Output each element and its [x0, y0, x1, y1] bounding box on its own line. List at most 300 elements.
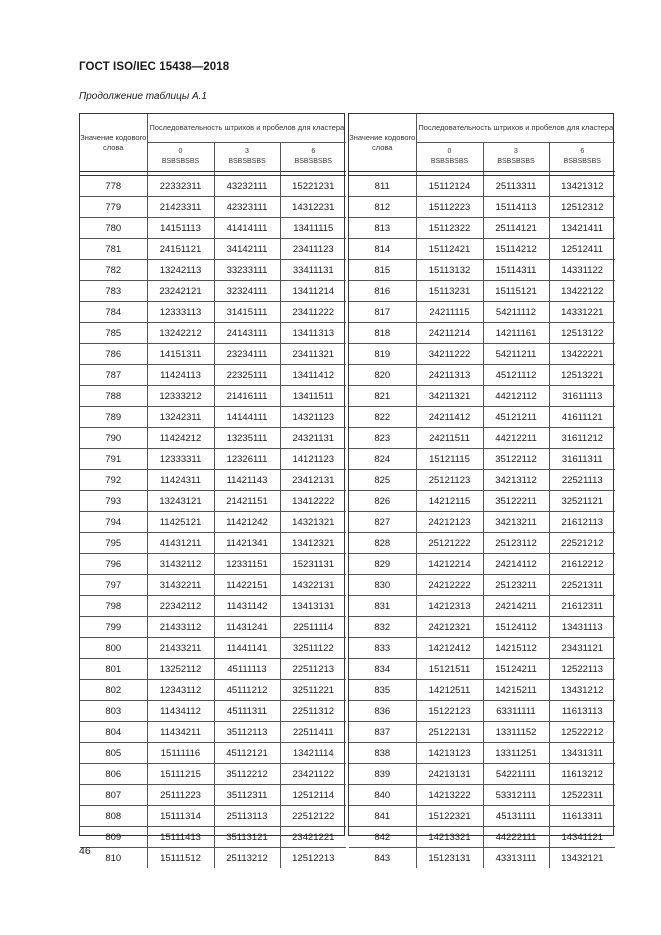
- pattern-cell: 14321123: [280, 407, 346, 428]
- table-row: [80, 470, 346, 491]
- table-row: [349, 344, 615, 365]
- pattern-cell: 13411412: [280, 365, 346, 386]
- pattern-cell: 14213123: [416, 743, 483, 764]
- pattern-cell: 14212313: [416, 596, 483, 617]
- pattern-cell: 23411123: [280, 239, 346, 260]
- pattern-cell: 24211511: [416, 428, 483, 449]
- pattern-cell: 13252112: [147, 659, 214, 680]
- codeword-value-cell: 783: [80, 281, 147, 302]
- cluster-header-6: 6 BSBSBSBS: [294, 148, 332, 165]
- pattern-cell: 13432121: [561, 852, 604, 864]
- pattern-cell: 15124112: [483, 617, 549, 638]
- table-row: [80, 323, 346, 344]
- pattern-cell: 32511122: [280, 638, 346, 659]
- table-row: [349, 218, 615, 239]
- codeword-value-cell: 782: [80, 260, 147, 281]
- pattern-cell: 32521121: [549, 491, 615, 512]
- pattern-cell: 11422151: [214, 575, 280, 596]
- pattern-cell: 15112421: [416, 239, 483, 260]
- table-row: [349, 680, 615, 701]
- page-number: 46: [79, 845, 91, 857]
- pattern-cell: 24143111: [214, 323, 280, 344]
- table-row: [349, 764, 615, 785]
- pattern-cell: 22325111: [214, 365, 280, 386]
- codeword-value-cell: 818: [349, 323, 416, 344]
- codeword-value-cell: 815: [349, 260, 416, 281]
- pattern-cell: 12522212: [549, 722, 615, 743]
- codeword-value-cell: 822: [349, 407, 416, 428]
- cluster-header-3: 3 BSBSBSBS: [214, 143, 280, 172]
- pattern-cell: 22511312: [280, 701, 346, 722]
- table-row: [349, 512, 615, 533]
- pattern-cell: 24211412: [416, 407, 483, 428]
- pattern-cell: 33233111: [214, 260, 280, 281]
- table-row: [80, 428, 346, 449]
- pattern-cell: 25123211: [483, 575, 549, 596]
- pattern-cell: 25121222: [416, 533, 483, 554]
- pattern-cell: 34211222: [416, 344, 483, 365]
- pattern-cell: 43232111: [214, 176, 280, 197]
- codeword-value-cell: 839: [349, 764, 416, 785]
- pattern-cell: 13235111: [214, 428, 280, 449]
- table-body-right: [349, 176, 615, 869]
- pattern-cell: 22342112: [147, 596, 214, 617]
- pattern-cell: 13431212: [549, 680, 615, 701]
- pattern-cell: 15112322: [416, 218, 483, 239]
- codeword-table-right: [349, 114, 615, 868]
- pattern-cell: 14211161: [483, 323, 549, 344]
- pattern-cell: 13412222: [280, 491, 346, 512]
- document-header: ГОСТ ISO/IEC 15438—2018: [79, 61, 230, 73]
- column-header-sequence: Последовательность штрихов и пробелов для кластера: [147, 114, 346, 143]
- pattern-cell: 31415111: [214, 302, 280, 323]
- codeword-value-cell: 779: [80, 197, 147, 218]
- codeword-value-cell: 842: [349, 827, 416, 848]
- pattern-cell: 14212214: [416, 554, 483, 575]
- pattern-cell: 21421151: [214, 491, 280, 512]
- table-row: [80, 512, 346, 533]
- codeword-value-cell: 784: [80, 302, 147, 323]
- pattern-cell: 14215211: [483, 680, 549, 701]
- pattern-cell: 14151311: [147, 344, 214, 365]
- pattern-cell: 41414111: [214, 218, 280, 239]
- pattern-cell: 21433112: [147, 617, 214, 638]
- pattern-cell: 31611311: [549, 449, 615, 470]
- pattern-cell: 25113311: [483, 176, 549, 197]
- pattern-cell: 13243121: [147, 491, 214, 512]
- table-row: [80, 449, 346, 470]
- pattern-cell: 14341121: [549, 827, 615, 848]
- table-row: [80, 680, 346, 701]
- table-row: [80, 218, 346, 239]
- table-row: [349, 806, 615, 827]
- table-row: [80, 302, 346, 323]
- pattern-cell: 13421411: [549, 218, 615, 239]
- pattern-cell: 21416111: [214, 386, 280, 407]
- table-body-left: [80, 176, 346, 869]
- pattern-cell: 23411321: [280, 344, 346, 365]
- codeword-value-cell: 820: [349, 365, 416, 386]
- pattern-cell: 34213112: [483, 470, 549, 491]
- pattern-cell: 11434112: [147, 701, 214, 722]
- table-row: [80, 281, 346, 302]
- table-row: [349, 554, 615, 575]
- table-row: [80, 365, 346, 386]
- pattern-cell: 35112113: [214, 722, 280, 743]
- table-row: [349, 701, 615, 722]
- pattern-cell: 12343112: [147, 680, 214, 701]
- codeword-value-cell: 802: [80, 680, 147, 701]
- pattern-cell: 23242121: [147, 281, 214, 302]
- table-row: [349, 533, 615, 554]
- codeword-value-cell: 808: [80, 806, 147, 827]
- table-row: [80, 575, 346, 596]
- pattern-cell: 11424212: [147, 428, 214, 449]
- codeword-value-cell: 780: [80, 218, 147, 239]
- pattern-cell: 25113113: [214, 806, 280, 827]
- table-row: [349, 722, 615, 743]
- pattern-cell: 24211313: [416, 365, 483, 386]
- pattern-cell: 41431211: [147, 533, 214, 554]
- codeword-value-cell: 778: [80, 176, 147, 197]
- pattern-cell: 22521311: [549, 575, 615, 596]
- cluster-header-6: 6 BSBSBSBS: [563, 148, 601, 165]
- pattern-cell: 25121123: [416, 470, 483, 491]
- table-row: [349, 491, 615, 512]
- pattern-cell: 14213222: [416, 785, 483, 806]
- pattern-cell: 45111311: [214, 701, 280, 722]
- table-row: [349, 848, 615, 869]
- pattern-cell: 22521113: [549, 470, 615, 491]
- column-header-value: Значение кодового слова: [80, 114, 147, 172]
- table-row: [349, 260, 615, 281]
- pattern-cell: 14215112: [483, 638, 549, 659]
- pattern-cell: 21433211: [147, 638, 214, 659]
- table-row: [349, 302, 615, 323]
- pattern-cell: 15124211: [483, 659, 549, 680]
- pattern-cell: 15121511: [416, 659, 483, 680]
- table-row: [80, 197, 346, 218]
- pattern-cell: 15113132: [416, 260, 483, 281]
- cluster-header-3: 3 BSBSBSBS: [483, 143, 549, 172]
- column-header-value: Значение кодового слова: [349, 114, 416, 172]
- pattern-cell: 12522113: [549, 659, 615, 680]
- codeword-value-cell: 806: [80, 764, 147, 785]
- codeword-value-cell: 837: [349, 722, 416, 743]
- codeword-value-cell: 813: [349, 218, 416, 239]
- table-row: [349, 239, 615, 260]
- table-row: [80, 386, 346, 407]
- pattern-cell: 13242212: [147, 323, 214, 344]
- pattern-cell: 15114113: [483, 197, 549, 218]
- pattern-cell: 44212112: [483, 386, 549, 407]
- codeword-value-cell: 832: [349, 617, 416, 638]
- pattern-cell: 11431241: [214, 617, 280, 638]
- pattern-cell: 21612113: [549, 512, 615, 533]
- pattern-cell: 13412321: [280, 533, 346, 554]
- pattern-cell: 14151113: [147, 218, 214, 239]
- table-row: [80, 743, 346, 764]
- pattern-cell: 13411214: [280, 281, 346, 302]
- pattern-cell: 24211214: [416, 323, 483, 344]
- codeword-value-cell: 796: [80, 554, 147, 575]
- pattern-cell: 13413131: [280, 596, 346, 617]
- codeword-value-cell: 786: [80, 344, 147, 365]
- table-row: [349, 596, 615, 617]
- pattern-cell: 45112121: [214, 743, 280, 764]
- pattern-cell: 15111314: [147, 806, 214, 827]
- table-row: [349, 281, 615, 302]
- codeword-value-cell: 829: [349, 554, 416, 575]
- table-row: [80, 827, 346, 848]
- pattern-cell: 23234111: [214, 344, 280, 365]
- pattern-cell: 13422221: [549, 344, 615, 365]
- codeword-value-cell: 795: [80, 533, 147, 554]
- pattern-cell: 11421242: [214, 512, 280, 533]
- codeword-value-cell: 826: [349, 491, 416, 512]
- table-row: [80, 701, 346, 722]
- codeword-value-cell: 834: [349, 659, 416, 680]
- pattern-cell: 35113121: [214, 827, 280, 848]
- table-row: [80, 344, 346, 365]
- pattern-cell: 44212211: [483, 428, 549, 449]
- pattern-cell: 23431121: [549, 638, 615, 659]
- codeword-value-cell: 792: [80, 470, 147, 491]
- codeword-value-cell: 799: [80, 617, 147, 638]
- pattern-cell: 15114311: [483, 260, 549, 281]
- table-row: [80, 638, 346, 659]
- table-row: [80, 806, 346, 827]
- pattern-cell: 14121123: [280, 449, 346, 470]
- pattern-cell: 11431142: [214, 596, 280, 617]
- codeword-value-cell: 843: [349, 848, 416, 869]
- pattern-cell: 34213211: [483, 512, 549, 533]
- codeword-value-cell: 794: [80, 512, 147, 533]
- pattern-cell: 14212511: [416, 680, 483, 701]
- pattern-cell: 15111116: [147, 743, 214, 764]
- pattern-cell: 45111212: [214, 680, 280, 701]
- table-row: [349, 176, 615, 197]
- pattern-cell: 12333311: [147, 449, 214, 470]
- codeword-value-cell: 803: [80, 701, 147, 722]
- pattern-cell: 15113231: [416, 281, 483, 302]
- pattern-cell: 12512114: [280, 785, 346, 806]
- codeword-value-cell: 807: [80, 785, 147, 806]
- pattern-cell: 11613212: [549, 764, 615, 785]
- pattern-cell: 15111413: [147, 827, 214, 848]
- table-row: [349, 659, 615, 680]
- table-row: [349, 197, 615, 218]
- pattern-cell: 13431113: [549, 617, 615, 638]
- pattern-cell: 15123131: [416, 848, 483, 869]
- table-row: [349, 449, 615, 470]
- pattern-cell: 35122211: [483, 491, 549, 512]
- codeword-value-cell: 819: [349, 344, 416, 365]
- table-row: [80, 617, 346, 638]
- pattern-cell: 23421221: [280, 827, 346, 848]
- pattern-cell: 12512312: [549, 197, 615, 218]
- pattern-cell: 22511213: [280, 659, 346, 680]
- codeword-value-cell: 812: [349, 197, 416, 218]
- pattern-cell: 15221231: [280, 176, 346, 197]
- pattern-cell: 12512411: [549, 239, 615, 260]
- codeword-value-cell: 781: [80, 239, 147, 260]
- codeword-value-cell: 788: [80, 386, 147, 407]
- codeword-value-cell: 816: [349, 281, 416, 302]
- pattern-cell: 24214211: [483, 596, 549, 617]
- pattern-cell: 13421114: [280, 743, 346, 764]
- pattern-cell: 54211211: [483, 344, 549, 365]
- pattern-cell: 15122123: [416, 701, 483, 722]
- pattern-cell: 13242113: [147, 260, 214, 281]
- codeword-value-cell: 811: [349, 176, 416, 197]
- codeword-value-cell: 810: [80, 848, 147, 869]
- pattern-cell: 22521212: [549, 533, 615, 554]
- pattern-cell: 34211321: [416, 386, 483, 407]
- pattern-cell: 14331221: [549, 302, 615, 323]
- pattern-cell: 35112311: [214, 785, 280, 806]
- table-row: [80, 533, 346, 554]
- pattern-cell: 54211112: [483, 302, 549, 323]
- pattern-cell: 11425121: [147, 512, 214, 533]
- codeword-value-cell: 801: [80, 659, 147, 680]
- pattern-cell: 15114212: [483, 239, 549, 260]
- table-row: [349, 365, 615, 386]
- pattern-cell: 53312111: [483, 785, 549, 806]
- table-row: [80, 491, 346, 512]
- pattern-cell: 33411131: [280, 260, 346, 281]
- codeword-value-cell: 789: [80, 407, 147, 428]
- pattern-cell: 25111223: [147, 785, 214, 806]
- pattern-cell: 41611121: [549, 407, 615, 428]
- pattern-cell: 15111512: [147, 848, 214, 869]
- cluster-header-0: 0 BSBSBSBS: [147, 143, 214, 172]
- pattern-cell: 15115121: [483, 281, 549, 302]
- pattern-cell: 12326111: [214, 449, 280, 470]
- table-row: [349, 407, 615, 428]
- table-row: [349, 575, 615, 596]
- table-row: [349, 323, 615, 344]
- codeword-value-cell: 791: [80, 449, 147, 470]
- pattern-cell: 21612212: [549, 554, 615, 575]
- pattern-cell: 15111215: [147, 764, 214, 785]
- codeword-value-cell: 793: [80, 491, 147, 512]
- pattern-cell: 25113212: [214, 848, 280, 869]
- codeword-value-cell: 790: [80, 428, 147, 449]
- pattern-cell: 45121112: [483, 365, 549, 386]
- table-row: [80, 176, 346, 197]
- pattern-cell: 24214112: [483, 554, 549, 575]
- pattern-cell: 22512122: [280, 806, 346, 827]
- codeword-value-cell: 836: [349, 701, 416, 722]
- pattern-cell: 54221111: [483, 764, 549, 785]
- pattern-cell: 44222111: [483, 827, 549, 848]
- pattern-cell: 63311111: [483, 701, 549, 722]
- table-row: [349, 386, 615, 407]
- pattern-cell: 45121211: [483, 407, 549, 428]
- pattern-cell: 22511411: [280, 722, 346, 743]
- pattern-cell: 13411115: [280, 218, 346, 239]
- table-row: [80, 659, 346, 680]
- pattern-cell: 31432112: [147, 554, 214, 575]
- codeword-value-cell: 817: [349, 302, 416, 323]
- pattern-cell: 15122321: [416, 806, 483, 827]
- codeword-value-cell: 835: [349, 680, 416, 701]
- codeword-table-left: [80, 114, 346, 868]
- codeword-value-cell: 833: [349, 638, 416, 659]
- codeword-value-cell: 797: [80, 575, 147, 596]
- pattern-cell: 11424311: [147, 470, 214, 491]
- pattern-cell: 23412131: [280, 470, 346, 491]
- pattern-cell: 35112212: [214, 764, 280, 785]
- codeword-value-cell: 814: [349, 239, 416, 260]
- pattern-cell: 42323111: [214, 197, 280, 218]
- pattern-cell: 21612311: [549, 596, 615, 617]
- codeword-value-cell: 828: [349, 533, 416, 554]
- table-caption: Продолжение таблицы А.1: [79, 91, 207, 102]
- pattern-cell: 13422122: [549, 281, 615, 302]
- pattern-cell: 43313111: [483, 848, 549, 869]
- pattern-cell: 12513122: [549, 323, 615, 344]
- table-row: [80, 722, 346, 743]
- pattern-cell: 13421312: [549, 176, 615, 197]
- table-row: [80, 848, 346, 869]
- pattern-cell: 45131111: [483, 806, 549, 827]
- pattern-cell: 24212222: [416, 575, 483, 596]
- pattern-cell: 15231131: [280, 554, 346, 575]
- pattern-cell: 24212321: [416, 617, 483, 638]
- pattern-cell: 12513221: [549, 365, 615, 386]
- pattern-cell: 15112223: [416, 197, 483, 218]
- pattern-cell: 11421143: [214, 470, 280, 491]
- pattern-cell: 13311152: [483, 722, 549, 743]
- table-row: [349, 638, 615, 659]
- codeword-value-cell: 831: [349, 596, 416, 617]
- pattern-cell: 12522311: [549, 785, 615, 806]
- table-row: [80, 596, 346, 617]
- pattern-cell: 13242311: [147, 407, 214, 428]
- pattern-cell: 13311251: [483, 743, 549, 764]
- pattern-cell: 32511221: [280, 680, 346, 701]
- pattern-cell: 12331151: [214, 554, 280, 575]
- pattern-cell: 23411222: [280, 302, 346, 323]
- table-row: [349, 617, 615, 638]
- pattern-cell: 31611113: [549, 386, 615, 407]
- pattern-cell: 31432211: [147, 575, 214, 596]
- codeword-value-cell: 840: [349, 785, 416, 806]
- codeword-value-cell: 830: [349, 575, 416, 596]
- pattern-cell: 11613113: [549, 701, 615, 722]
- pattern-cell: 11424113: [147, 365, 214, 386]
- table-row: [349, 470, 615, 491]
- table-row: [349, 743, 615, 764]
- pattern-cell: 11421341: [214, 533, 280, 554]
- column-header-sequence: Последовательность штрихов и пробелов для кластера: [416, 114, 615, 143]
- table-row: [80, 554, 346, 575]
- pattern-cell: 34142111: [214, 239, 280, 260]
- pattern-cell: 14213321: [416, 827, 483, 848]
- table-row: [80, 764, 346, 785]
- pattern-cell: 13411511: [280, 386, 346, 407]
- pattern-cell: 14212412: [416, 638, 483, 659]
- codeword-value-cell: 841: [349, 806, 416, 827]
- table-row: [80, 785, 346, 806]
- pattern-cell: 45111113: [214, 659, 280, 680]
- pattern-cell: 13431311: [549, 743, 615, 764]
- table-row: [349, 827, 615, 848]
- pattern-cell: 12512213: [292, 852, 335, 864]
- pattern-cell: 24213131: [416, 764, 483, 785]
